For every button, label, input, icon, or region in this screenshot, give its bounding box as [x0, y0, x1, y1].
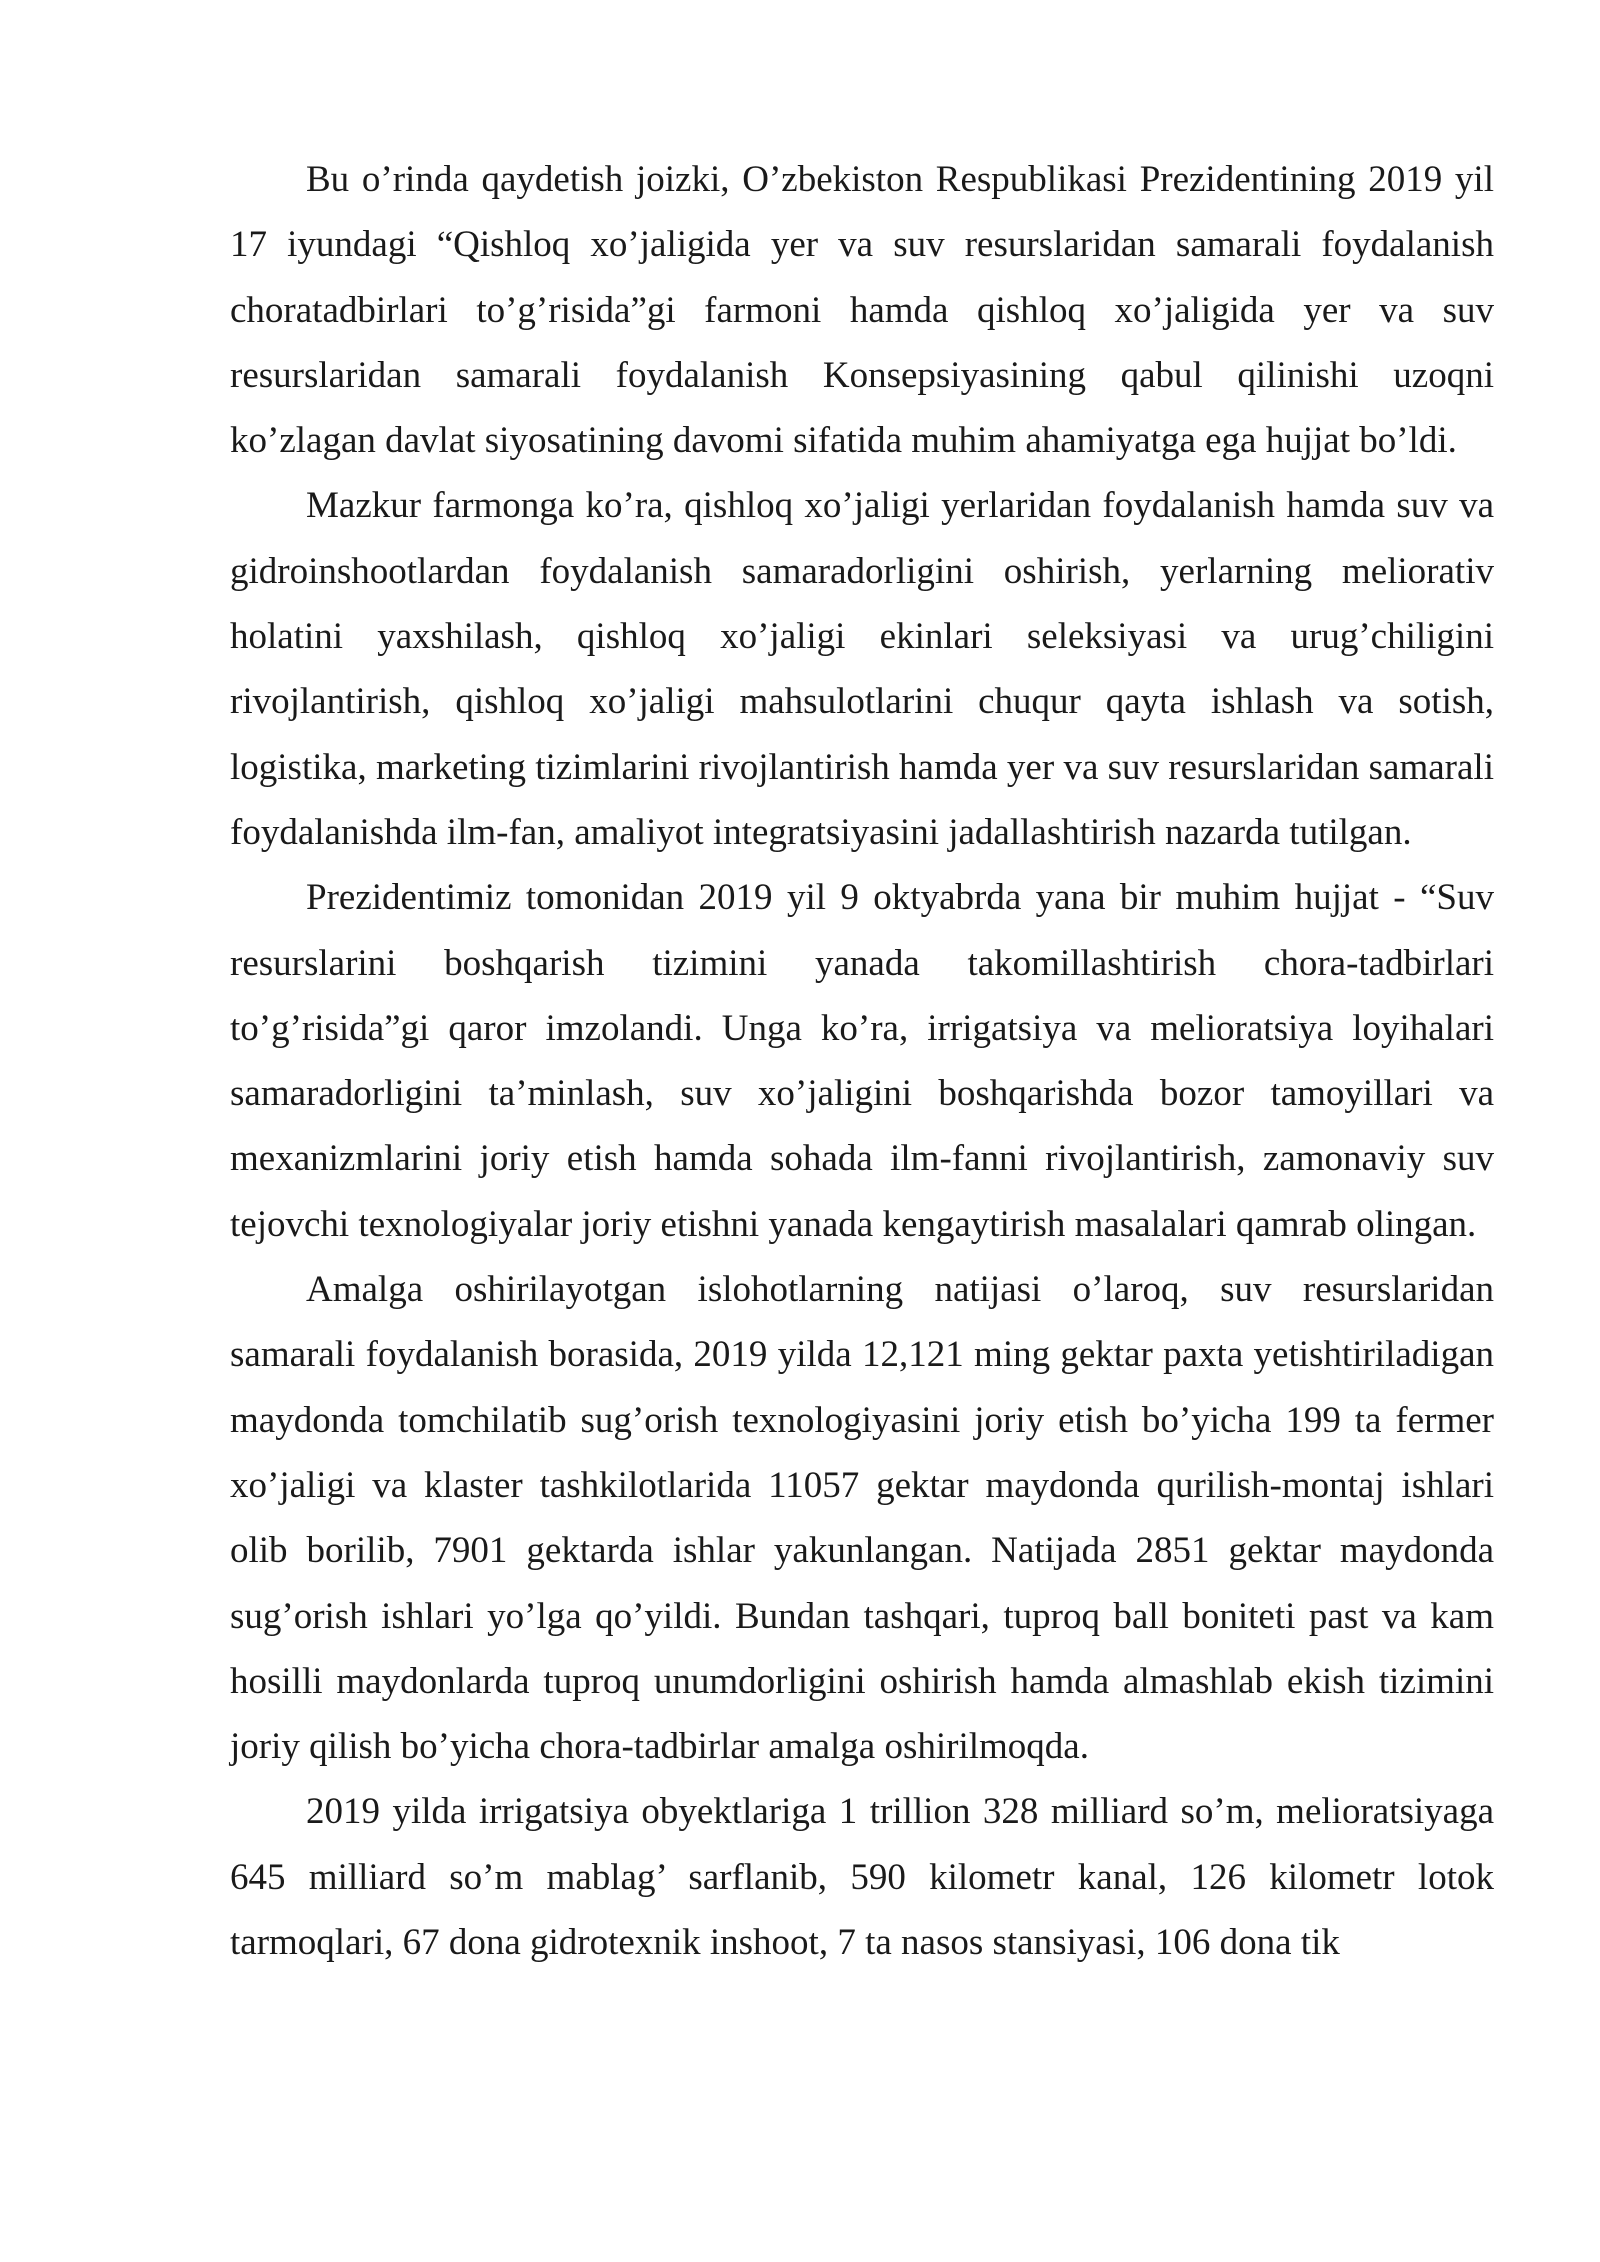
body-text [230, 147, 1494, 1975]
paragraph: Amalga oshirilayotgan islohotlarning natijasi o’laroq, suv resurslaridan samarali foydalanish borasida, 2019 yilda 12,121 ming gektar paxta yetishtiriladigan maydonda tomchilatib sug’orish texnologiyasini joriy etish bo’yicha 199 ta fermer xo’jaligi va klaster tashkilotlarida 11057 gektar maydonda qurilish-montaj ishlari olib borilib, 7901 gektarda ishlar yakunlangan. Natijada 2851 gektar maydonda sug’orish ishlari yo’lga qo’yildi. Bundan tashqari, tuproq ball boniteti past va kam hosilli maydonlarda tuproq unumdorligini oshirish hamda almashlab ekish tizimini joriy qilish bo’yicha chora-tadbirlar amalga oshirilmoqda. [230, 1269, 1494, 1768]
paragraph: 2019 yilda irrigatsiya obyektlariga 1 trillion 328 milliard so’m, melioratsiyaga 645 milliard so’m mablag’ sarflanib, 590 kilometr kanal, 126 kilometr lotok tarmoqlari, 67 dona gidrotexnik inshoot, 7 ta nasos stansiyasi, 106 dona tik [230, 1791, 1494, 1964]
paragraph: Prezidentimiz tomonidan 2019 yil 9 oktyabrda yana bir muhim hujjat - “Suv resurslarini boshqarish tizimini yanada takomillashtirish chora-tadbirlari to’g’risida”gi qaror imzolandi. Unga ko’ra, irrigatsiya va melioratsiya loyihalari samaradorligini ta’minlash, suv xo’jaligini boshqarishda bozor tamoyillari va mexanizmlarini joriy etish hamda sohada ilm-fanni rivojlantirish, zamonaviy suv tejovchi texnologiyalar joriy etishni yanada kengaytirish masalalari qamrab olingan. [230, 877, 1494, 1245]
paragraph: Bu o’rinda qaydetish joizki, O’zbekiston Respublikasi Prezidentining 2019 yil 17 iyundagi “Qishloq xo’jaligida yer va suv resurslaridan samarali foydalanish choratadbirlari to’g’risida”gi farmoni hamda qishloq xo’jaligida yer va suv resurslaridan samarali foydalanish Konsepsiyasining qabul qilinishi uzoqni ko’zlagan davlat siyosatining davomi sifatida muhim ahamiyatga ega hujjat bo’ldi. [230, 159, 1494, 462]
paragraph: Mazkur farmonga ko’ra, qishloq xo’jaligi yerlaridan foydalanish hamda suv va gidroinshootlardan foydalanish samaradorligini oshirish, yerlarning meliorativ holatini yaxshilash, qishloq xo’jaligi ekinlari seleksiyasi va urug’chiligini rivojlantirish, qishloq xo’jaligi mahsulotlarini chuqur qayta ishlash va sotish, logistika, marketing tizimlarini rivojlantirish hamda yer va suv resurslaridan samarali foydalanishda ilm-fan, amaliyot integratsiyasini jadallashtirish nazarda tutilgan. [230, 485, 1494, 853]
